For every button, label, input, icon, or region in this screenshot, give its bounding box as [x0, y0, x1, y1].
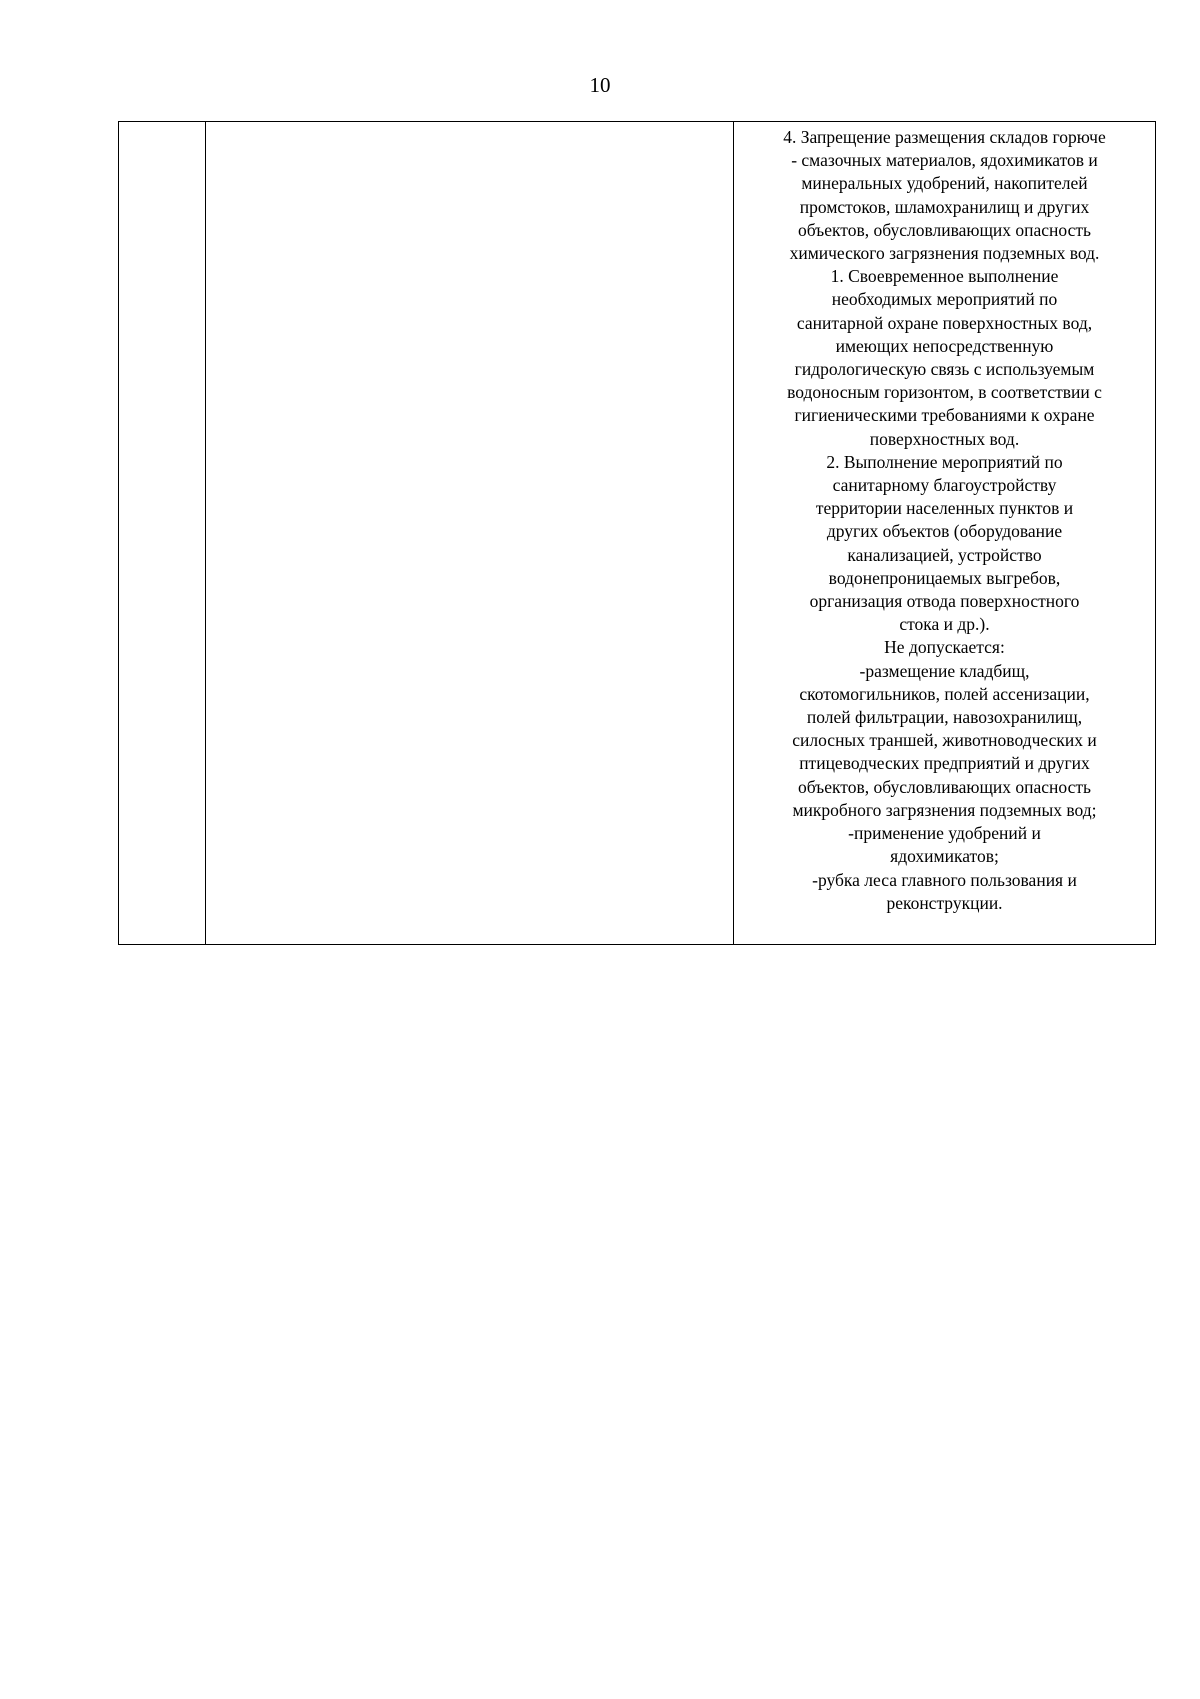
text-line: имеющих непосредственную [835, 335, 1054, 356]
text-line: объектов, обусловливающих опасность [797, 219, 1092, 240]
text-line: необходимых мероприятий по [831, 289, 1058, 310]
text-line: стока и др.). [899, 614, 990, 635]
text-line: силосных траншей, животноводческих и [792, 730, 1097, 751]
text-line: - смазочных материалов, ядохимикатов и [791, 150, 1098, 171]
text-line: гидрологическую связь с используемым [794, 359, 1095, 380]
text-line: объектов, обусловливающих опасность [797, 776, 1092, 797]
text-line: санитарному благоустройству [832, 475, 1057, 496]
table-cell-number [119, 122, 206, 945]
text-line: -рубка леса главного пользования и [812, 869, 1077, 890]
text-line: водонепроницаемых выгребов, [828, 567, 1061, 588]
text-line: ядохимикатов; [890, 846, 999, 867]
requirements-text [734, 122, 1155, 915]
text-line: других объектов (оборудование [826, 521, 1063, 542]
text-line: 4. Запрещение размещения складов горюче [783, 127, 1106, 147]
text-line: промстоков, шламохранилищ и других [799, 196, 1090, 217]
table-cell-requirements [734, 122, 1156, 945]
text-line: водоносным горизонтом, в соответствии с [787, 382, 1102, 403]
text-line: -размещение кладбищ, [859, 660, 1030, 681]
text-line: микробного загрязнения подземных вод; [792, 799, 1097, 820]
document-table [118, 121, 1156, 945]
text-line: полей фильтрации, навозохранилищ, [806, 707, 1083, 728]
page-number: 10 [589, 73, 611, 97]
table-cell-description [206, 122, 734, 945]
text-line: скотомогильников, полей ассенизации, [799, 683, 1090, 704]
text-line: реконструкции. [886, 892, 1003, 913]
text-line: санитарной охране поверхностных вод, [796, 312, 1093, 333]
text-line: минеральных удобрений, накопителей [801, 173, 1088, 194]
text-line: Не допускается: [884, 637, 1005, 658]
text-line: гигиеническими требованиями к охране [794, 405, 1095, 426]
text-line: территории населенных пунктов и [815, 498, 1074, 519]
text-line: 1. Своевременное выполнение [830, 266, 1059, 287]
text-line: поверхностных вод. [869, 428, 1020, 449]
text-line: организация отвода поверхностного [809, 591, 1080, 612]
table-row [119, 122, 1156, 945]
text-line: -применение удобрений и [848, 823, 1041, 844]
text-line: птицеводческих предприятий и других [799, 753, 1090, 774]
text-line: канализацией, устройство [847, 544, 1042, 565]
text-line: химического загрязнения подземных вод. [789, 243, 1100, 264]
text-line: 2. Выполнение мероприятий по [826, 451, 1063, 472]
